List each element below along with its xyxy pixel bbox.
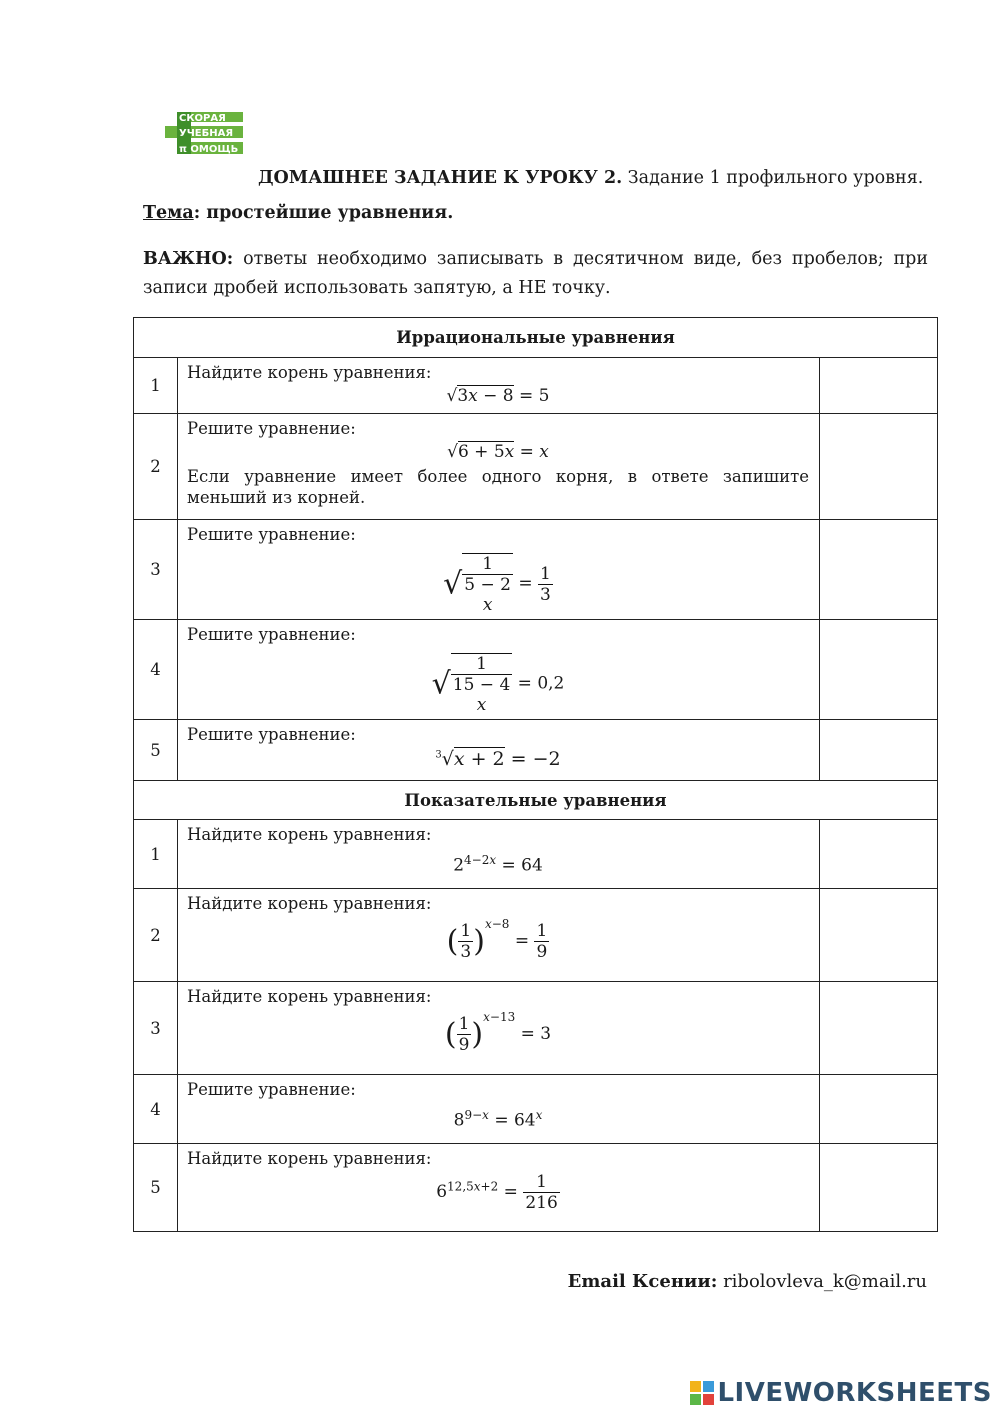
equation: ( $\frac{1}{3}$ )$^{x-8}$ = $\frac{1}{9}$ [446, 917, 548, 962]
table-row: 2 Решите уравнение: √6 + 5x = x Если уравнение имеет более одного корня, в ответе запишите меньший из корней. [134, 414, 938, 520]
equation: √3x − 8 = 5 [446, 386, 550, 406]
table-row: 3 Решите уравнение: √ 1 5 − 2 x = $\frac{1}{3}$ [134, 520, 938, 620]
table-row: 3 Найдите корень уравнения: ( $\frac{1}{9}$ )$^{x-13}$ = 3 [134, 982, 938, 1075]
equation: $8^{9-x} = 64^x$ [453, 1108, 543, 1131]
equation: $2^{4-2x} = 64$ [453, 853, 543, 876]
equation: √ 1 5 − 2 x = $\frac{1}{3}$ [443, 554, 551, 615]
important-note: ВАЖНО: ответы необходимо записывать в десятичном виде, без пробелов; при записи дробей использовать запятую, а НЕ точку. [143, 249, 928, 298]
equation: ( $\frac{1}{9}$ )$^{x-13}$ = 3 [444, 1010, 552, 1055]
answer-cell[interactable] [820, 820, 938, 889]
liveworksheets-icon [690, 1381, 714, 1405]
answer-cell[interactable] [820, 520, 938, 620]
svg-text:УЧЕБНАЯ: УЧЕБНАЯ [179, 128, 234, 139]
equation: √6 + 5x = x [447, 442, 549, 462]
section-exponential: Показательные уравнения [134, 781, 938, 820]
answer-cell[interactable] [820, 720, 938, 781]
equation: √ 1 15 − 4 x = 0,2 [431, 654, 565, 715]
answer-cell[interactable] [820, 620, 938, 720]
answer-cell[interactable] [820, 1144, 938, 1232]
answer-cell[interactable] [820, 1075, 938, 1144]
answer-cell[interactable] [820, 358, 938, 414]
table-row: 4 Решите уравнение: √ 1 15 − 4 x = 0,2 [134, 620, 938, 720]
svg-text:СКОРАЯ: СКОРАЯ [179, 113, 226, 124]
table-row: 2 Найдите корень уравнения: ( $\frac{1}{3}$ )$^{x-8}$ = $\frac{1}{9}$ [134, 889, 938, 982]
table-row: 5 Решите уравнение: $^3$√x + 2 = −2 [134, 720, 938, 781]
topic-line: Тема: простейшие уравнения. [143, 203, 454, 223]
section-irrational: Иррациональные уравнения [134, 318, 938, 358]
table-row: 1 Найдите корень уравнения: $2^{4-2x} = 64$ [134, 820, 938, 889]
tasks-table [133, 317, 938, 1232]
liveworksheets-brand: LIVEWORKSHEETS [690, 1378, 992, 1408]
author-email: Email Ксении: ribolovleva_k@mail.ru [567, 1271, 927, 1292]
answer-cell[interactable] [820, 414, 938, 520]
equation: $6^{12,5x+2}$ = $\frac{1}{216}$ [436, 1172, 558, 1213]
logo [163, 110, 245, 158]
equation: $^3$√x + 2 = −2 [435, 748, 561, 770]
table-row: 1 Найдите корень уравнения: √3x − 8 = 5 [134, 358, 938, 414]
table-row: 5 Найдите корень уравнения: $6^{12,5x+2}$ = $\frac{1}{216}$ [134, 1144, 938, 1232]
answer-cell[interactable] [820, 889, 938, 982]
svg-text:π ОМОЩЬ: π ОМОЩЬ [179, 144, 239, 155]
answer-cell[interactable] [820, 982, 938, 1075]
table-row: 4 Решите уравнение: $8^{9-x} = 64^x$ [134, 1075, 938, 1144]
document-title: ДОМАШНЕЕ ЗАДАНИЕ К УРОКУ 2. Задание 1 профильного уровня. [258, 168, 924, 188]
